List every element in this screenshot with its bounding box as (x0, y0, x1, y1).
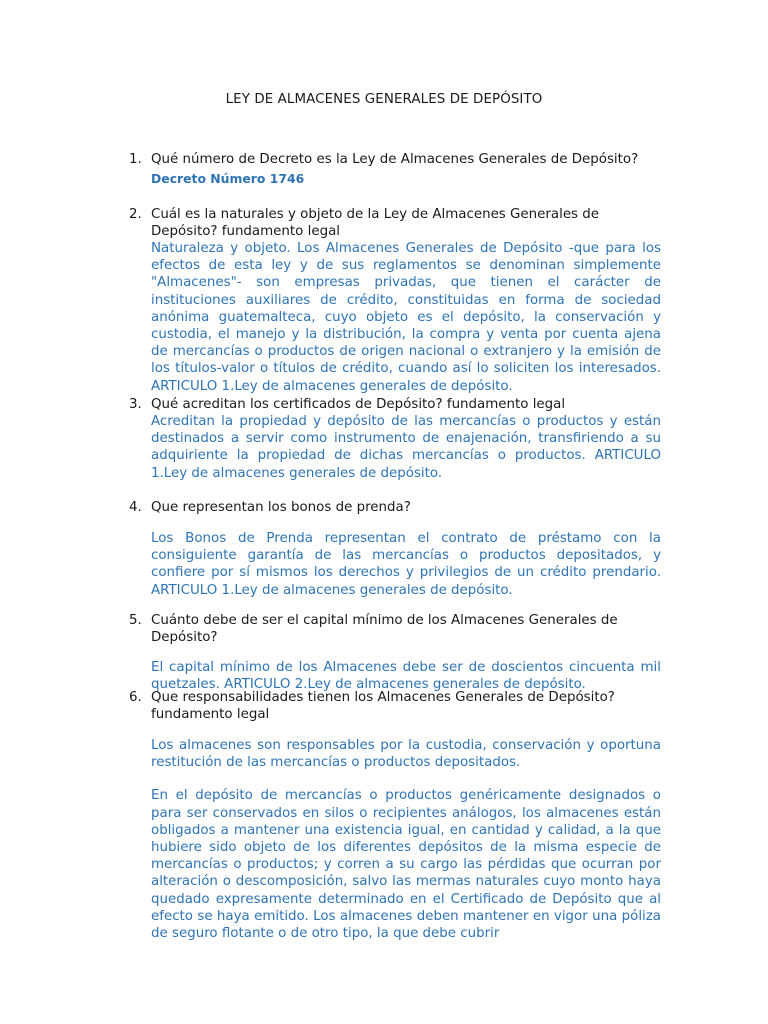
question-text: Cuánto debe de ser el capital mínimo de los Almacenes Generales de Depósito? (151, 613, 618, 645)
question-number: 3. (129, 397, 142, 412)
answer-text: Los Bonos de Prenda representan el contrato de préstamo con la consiguiente garantía de las mercancías o productos depositados, y confiere por sí mismos los derechos y privilegios de un crédito prendario. ARTICULO 1.Ley de almacenes generales de depósito. (151, 531, 661, 598)
answer-text: Decreto Número 1746 (151, 171, 305, 186)
question-text: Qué número de Decreto es la Ley de Almacenes Generales de Depósito? (151, 152, 639, 167)
question-number: 2. (129, 207, 142, 222)
question-number: 1. (129, 152, 142, 167)
question-item-2 (129, 206, 669, 395)
question-item-1 (129, 151, 669, 187)
answer-text: Los almacenes son responsables por la custodia, conservación y oportuna restitución de las mercancías o productos depositados. (151, 738, 661, 771)
answer-text: Naturaleza y objeto. Los Almacenes Generales de Depósito -que para los efectos de esta ley y de sus reglamentos se denominan simplemente "Almacenes"- son empresas privadas, que tienen el carácter de instituciones auxiliares de crédito, constituidas en forma de sociedad anónima guatemalteca, cuyo objeto es el depósito, la conservación y custodia, el manejo y la distribución, la compra y venta por cuenta ajena de mercancías o productos de origen nacional o extranjero y la emisión de los títulos-valor o títulos de crédito, cuando así lo soliciten los interesados. ARTICULO 1.Ley de almacenes generales de depósito. (151, 241, 661, 394)
question-item-4 (129, 499, 669, 599)
question-item-6 (129, 689, 669, 942)
question-item-3 (129, 396, 669, 482)
answer-text: Acreditan la propiedad y depósito de las mercancías o productos y están destinados a servir como instrumento de enajenación, transfiriendo a su adquiriente la propiedad de dichas mercancías o productos. ARTICULO 1.Ley de almacenes generales de depósito. (151, 414, 661, 481)
question-number: 4. (129, 500, 142, 515)
question-text: Qué acreditan los certificados de Depósito? fundamento legal (151, 397, 566, 412)
question-item-5 (129, 612, 669, 693)
question-text: Que representan los bonos de prenda? (151, 500, 411, 515)
answer-text-continued: En el depósito de mercancías o productos genéricamente designados o para ser conservados en silos o recipientes análogos, los almacenes están obligados a mantener una existencia igual, en cantidad y calidad, a la que hubiere sido objeto de los diferentes depósitos de la misma especie de mercancías o productos; y corren a su cargo las pérdidas que ocurran por alteración o descomposición, salvo las mermas naturales cuyo monto haya quedado expresamente determinado en el Certificado de Depósito que al efecto se haya emitido. Los almacenes deben mantener en vigor una póliza de seguro flotante o de otro tipo, la que debe cubrir (151, 788, 661, 942)
document-title: LEY DE ALMACENES GENERALES DE DEPÓSITO (225, 92, 543, 107)
question-text: Cuál es la naturales y objeto de la Ley de Almacenes Generales de Depósito? fundamento legal (151, 207, 600, 239)
answer-text: El capital mínimo de los Almacenes debe ser de doscientos cincuenta mil quetzales. ARTICULO 2.Ley de almacenes generales de depósito. (151, 660, 661, 693)
question-number: 6. (129, 690, 142, 705)
question-number: 5. (129, 613, 142, 628)
question-text: Que responsabilidades tienen los Almacenes Generales de Depósito? fundamento legal (151, 690, 615, 722)
